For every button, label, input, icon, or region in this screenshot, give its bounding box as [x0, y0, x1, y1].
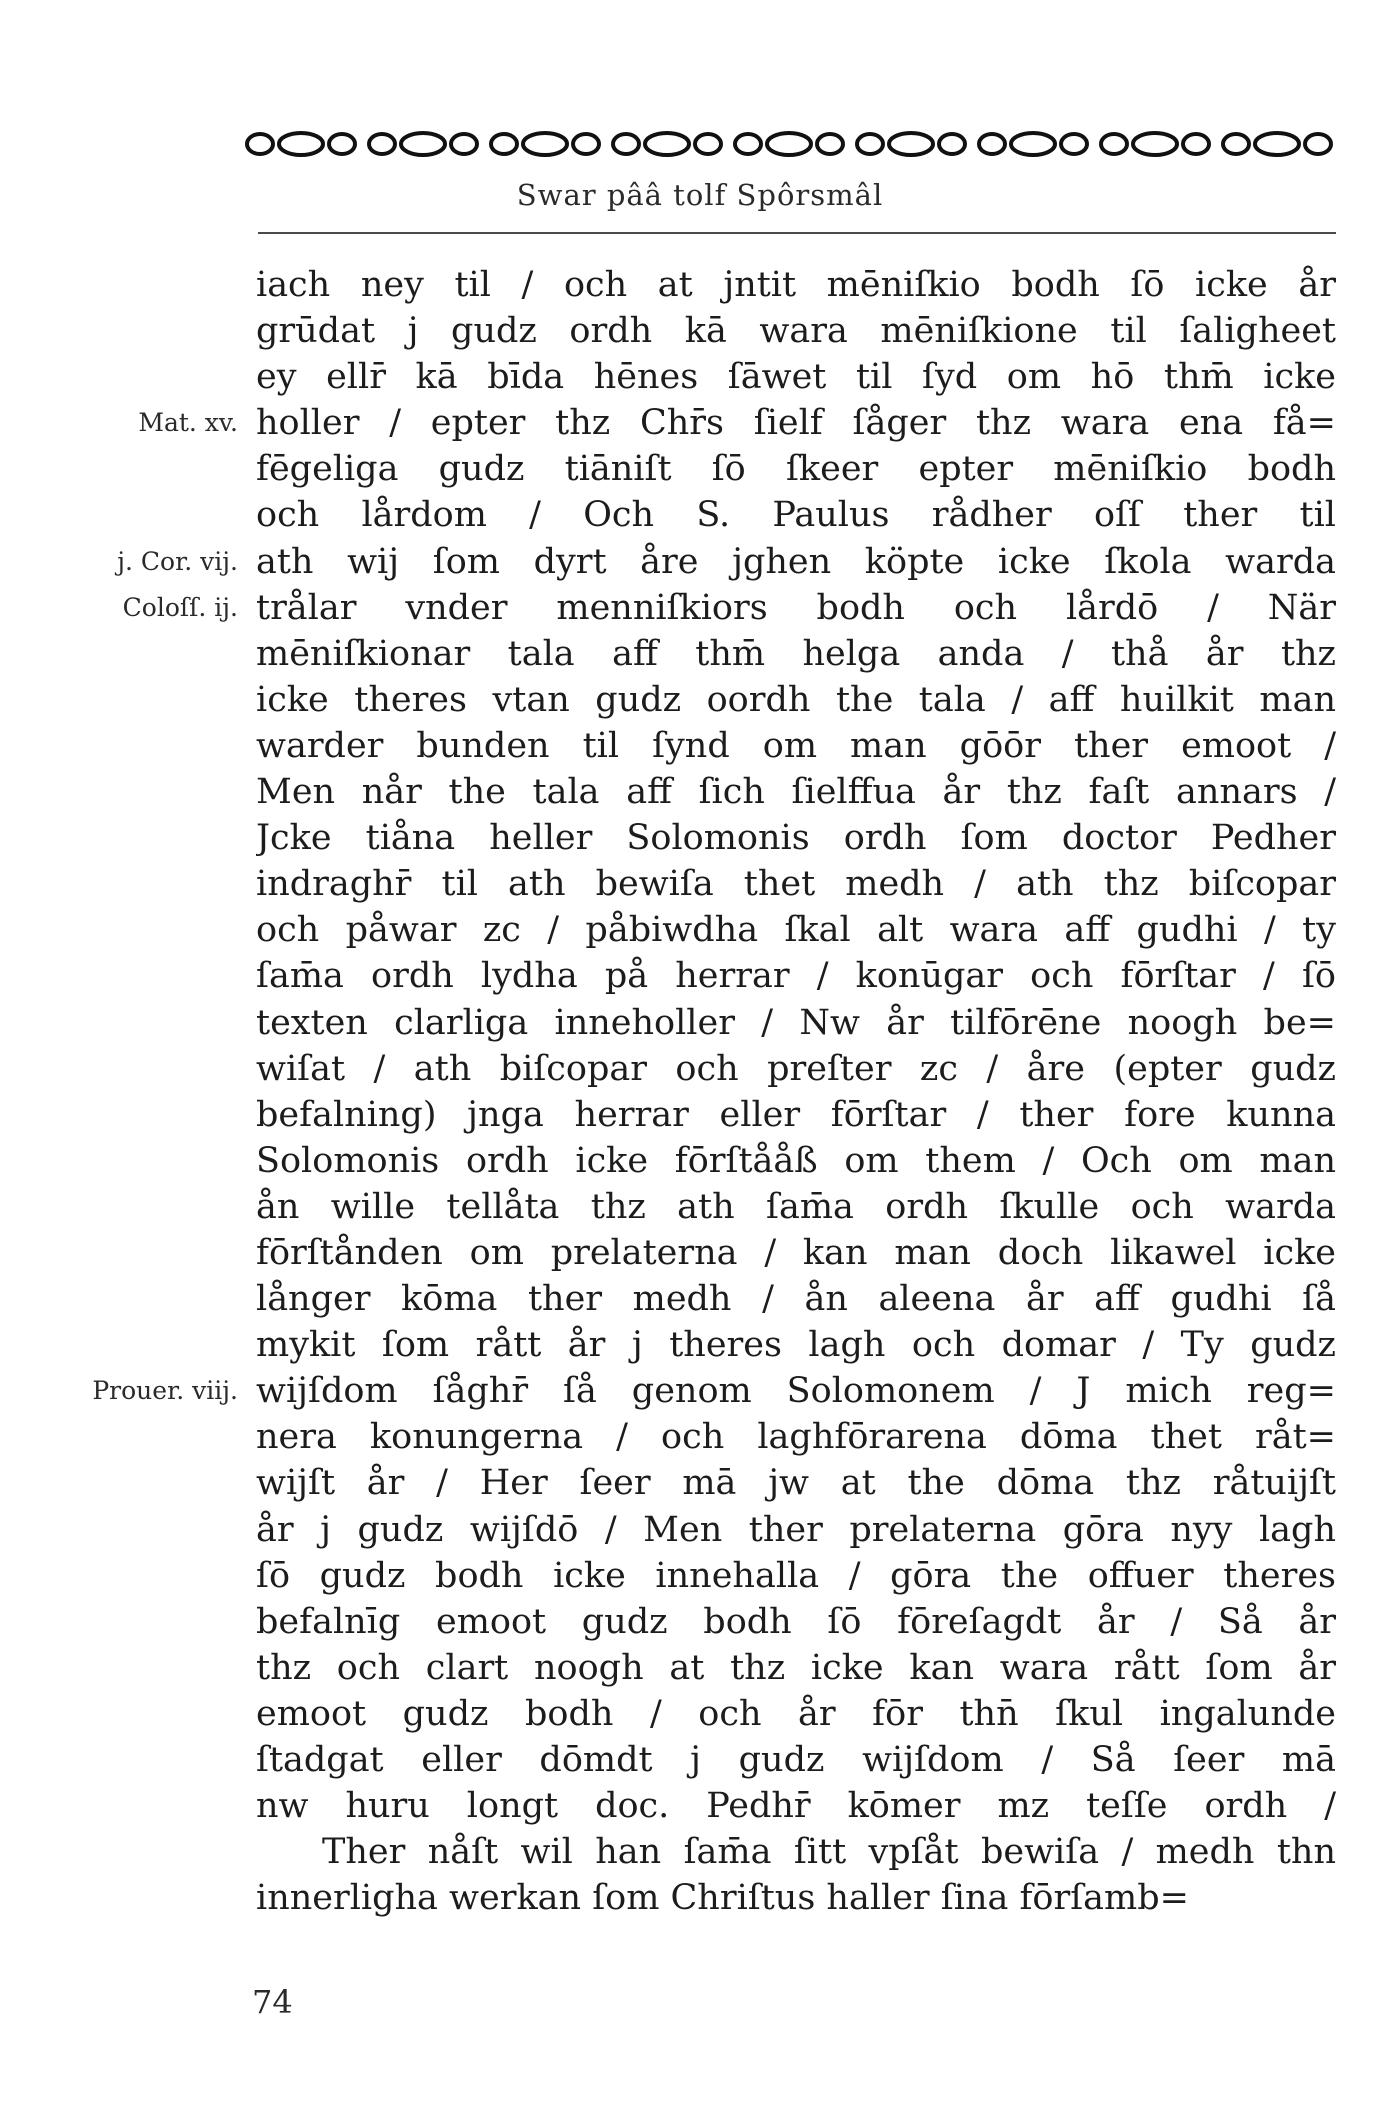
- text-line: Solomonis ordh icke fōrſtååß om them / Och om man: [256, 1140, 1336, 1181]
- text-line: Ther nåſt wil han ſam̄a ſitt vpſåt bewiſa / medh thn: [322, 1832, 1336, 1873]
- text-line: ſam̄a ordh lydha på herrar / konūgar och fōrſtar / ſō: [256, 956, 1336, 997]
- text-line: mēniſkionar tala aff thm̄ helga anda / thå år thz: [256, 633, 1336, 674]
- text-line: wiſat / ath biſcopar och preſter zc / åre (epter gudz: [256, 1048, 1336, 1089]
- text-line: fēgeliga gudz tiāniſt ſō ſkeer epter mēniſkio bodh: [256, 449, 1336, 490]
- text-line: och påwar zc / påbiwdha ſkal alt wara aff gudhi / ty: [256, 910, 1336, 951]
- text-line: ån wille tellåta thz ath ſam̄a ordh ſkulle och warda: [256, 1186, 1336, 1227]
- text-line: holler / epter thz Chr̄s ſielf ſåger thz wara ena få=: [256, 403, 1336, 444]
- text-line: grūdat j gudz ordh kā wara mēniſkione til ſaligheet: [256, 311, 1336, 352]
- margin-note: Coloſſ. ij.: [122, 592, 238, 622]
- text-line: befalning) jnga herrar eller fōrſtar / ther fore kunna: [256, 1094, 1336, 1135]
- text-line: befalnīg emoot gudz bodh ſō fōreſagdt år / Så år: [256, 1601, 1336, 1642]
- text-line: wijſdom ſåghr̄ ſå genom Solomonem / J mich reg=: [256, 1371, 1336, 1412]
- text-line: Jcke tiåna heller Solomonis ordh ſom doctor Pedher: [256, 818, 1336, 859]
- text-line: år j gudz wijſdō / Men ther prelaterna gōra nyy lagh: [256, 1509, 1336, 1550]
- page-number: 74: [252, 1983, 293, 2021]
- text-line: iach ney til / och at jntit mēniſkio bodh ſō icke år: [256, 265, 1336, 305]
- text-line: emoot gudz bodh / och år fōr thn̄ ſkul ingalunde: [256, 1693, 1336, 1734]
- text-line: wijſt år / Her ſeer mā jw at the dōma thz råtuijſt: [256, 1463, 1336, 1504]
- body-text: [256, 262, 1336, 1921]
- running-head: Swar pââ tolf Spôrsmâl: [516, 178, 884, 212]
- text-line: nera konungerna / och laghfōrarena dōma thet råt=: [256, 1417, 1336, 1458]
- text-line: långer kōma ther medh / ån aleena år aff gudhi ſå: [256, 1279, 1336, 1320]
- text-line: texten clarliga inneholler / Nw år tilfōrēne noogh be=: [256, 1002, 1336, 1043]
- text-line: trålar vnder menniſkiors bodh och lårdō / När: [256, 587, 1336, 628]
- text-line: ſtadgat eller dōmdt j gudz wijſdom / Så ſeer mā: [256, 1740, 1336, 1780]
- text-line: och lårdom / Och S. Paulus rådher oſſ ther til: [256, 495, 1336, 536]
- margin-note: Prouer. viij.: [92, 1376, 238, 1406]
- margin-note: j. Cor. vij.: [117, 546, 238, 576]
- text-line: ſō gudz bodh icke innehalla / gōra the offuer theres: [256, 1555, 1336, 1596]
- text-line: ey ellr̄ kā bīda hēnes ſāwet til ſyd om hō thm̄ icke: [256, 357, 1336, 398]
- text-line: indraghr̄ til ath bewiſa thet medh / ath thz biſcopar: [256, 864, 1336, 905]
- text-line: innerligha werkan ſom Chriſtus haller ſina fōrſamb=: [256, 1878, 1189, 1919]
- margin-note: Mat. xv.: [138, 408, 238, 438]
- text-line: ath wij ſom dyrt åre jghen köpte icke ſkola warda: [256, 541, 1336, 582]
- text-line: nw huru longt doc. Pedhr̄ kōmer mz teſſe ordh /: [256, 1786, 1336, 1827]
- header-rule: [258, 232, 1336, 234]
- text-line: mykit ſom rått år j theres lagh och domar / Ty gudz: [256, 1325, 1336, 1366]
- text-line: Men når the tala aff ſich ſielffua år thz faſt annars /: [256, 772, 1336, 813]
- text-line: warder bunden til ſynd om man gōōr ther emoot /: [256, 725, 1336, 766]
- text-line: fōrſtånden om prelaterna / kan man doch likawel icke: [256, 1232, 1336, 1273]
- decorative-header-ornament: [240, 126, 1340, 162]
- text-line: thz och clart noogh at thz icke kan wara rått ſom år: [256, 1647, 1336, 1688]
- text-line: icke theres vtan gudz oordh the tala / aff huilkit man: [256, 679, 1336, 720]
